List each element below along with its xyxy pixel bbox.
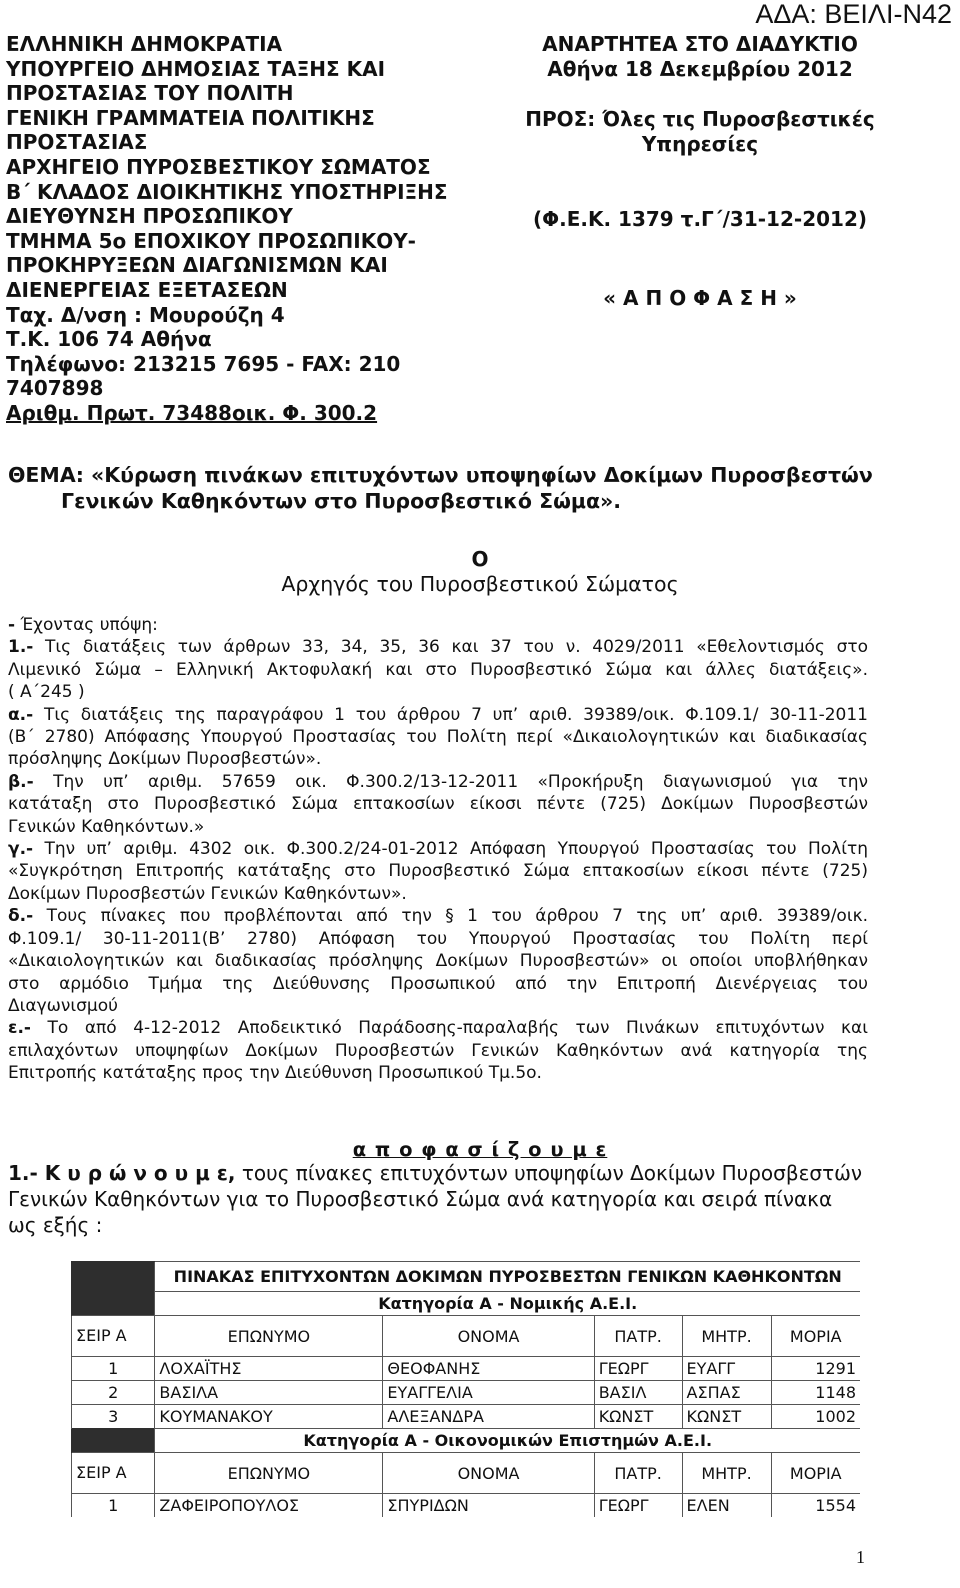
ratify-text: τους πίνακες επιτυχόντων υποψηφίων Δοκίμων Πυροσβεστών — [235, 1161, 863, 1185]
table-cell: 1291 — [771, 1357, 860, 1381]
consideration-label: β.- — [8, 771, 34, 792]
ratify-line — [8, 1160, 868, 1186]
consideration-line — [8, 928, 868, 950]
consideration-line — [8, 1062, 868, 1084]
sender-line: ΔΙΕΝΕΡΓΕΙΑΣ ΕΞΕΤΑΣΕΩΝ — [6, 277, 288, 302]
table-cell: 3 — [72, 1405, 155, 1429]
table-cell: ΕΥΑΓΓΕΛΙΑ — [383, 1381, 594, 1405]
column-header: ΟΝΟΜΑ — [383, 1453, 594, 1494]
decide-heading: α π ο φ α σ ί ζ ο υ μ ε — [352, 1138, 608, 1161]
sender-line: ΥΠΟΥΡΓΕΙΟ ΔΗΜΟΣΙΑΣ ΤΑΞΗΣ ΚΑΙ — [6, 56, 386, 81]
table-title-row — [72, 1262, 861, 1292]
ratify-line: ως εξής : — [8, 1213, 103, 1237]
sender-block — [6, 32, 448, 426]
consideration-line — [8, 1040, 868, 1062]
consideration-text: στο αρμόδιο Τμήμα της Διεύθυνσης Προσωπικού από την Επιτροπή Διενέργειας του — [8, 973, 868, 994]
consideration-text: Τις διατάξεις της παραγράφου 1 του άρθρου 7 υπ’ αριθ. 39389/οικ. Φ.109.1/ 30-11-2011 — [43, 704, 869, 725]
consideration-line — [8, 905, 868, 927]
table-cell: ΓΕΩΡΓ — [594, 1494, 682, 1518]
consideration-label: α.- — [8, 704, 34, 725]
column-header: ΣΕΙΡ Α — [72, 1316, 155, 1357]
table-cell: ΛΟΧΑΪΤΗΣ — [155, 1357, 383, 1381]
consideration-text: κατάταξη στο Πυροσβεστικό Σώμα επτακοσίων είκοσι πέντε (725) Δοκίμων Πυροσβεστών — [8, 794, 868, 815]
table-cell: 2 — [72, 1381, 155, 1405]
consideration-text: Δοκίμων Πυροσβεστών Γενικών Καθηκόντων». — [8, 883, 407, 904]
consideration-text: (Β΄ 2780) Απόφασης Υπουργού Προστασίας του Πολίτη περί «Δικαιολογητικών και διαδικασίας — [8, 727, 868, 748]
column-header: ΜΟΡΙΑ — [771, 1453, 860, 1494]
sender-line: Β΄ ΚΛΑΔΟΣ ΔΙΟΙΚΗΤΙΚΗΣ ΥΠΟΣΤΗΡΙΞΗΣ — [6, 179, 448, 204]
category-row — [72, 1429, 861, 1453]
column-header: ΟΝΟΜΑ — [383, 1316, 594, 1357]
consideration-line — [8, 816, 868, 838]
consideration-text: Γενικών Καθηκόντων.» — [8, 816, 205, 837]
consideration-text: Τις διατάξεις των άρθρων 33, 34, 35, 36 και 37 του ν. 4029/2011 «Εθελοντισμός στο — [45, 637, 869, 658]
table-row — [72, 1405, 861, 1429]
column-header: ΜΗΤΡ. — [682, 1453, 771, 1494]
document-date: Αθήνα 18 Δεκεμβρίου 2012 — [547, 57, 853, 81]
authority-article: Ο — [471, 547, 489, 571]
consideration-line — [8, 883, 868, 905]
consideration-line — [8, 973, 868, 995]
consideration-line — [8, 726, 868, 748]
column-header: ΠΑΤΡ. — [594, 1316, 682, 1357]
consideration-item — [8, 1017, 868, 1084]
sender-line: ΠΡΟΣΤΑΣΙΑΣ ΤΟΥ ΠΟΛΙΤΗ — [6, 81, 294, 106]
consideration-text: Την υπ’ αριθμ. 57659 οικ. Φ.300.2/13-12-2011 «Προκήρυξη διαγωνισμού για την — [53, 771, 868, 792]
category-name: Κατηγορία Α - Νομικής Α.Ε.Ι. — [155, 1292, 860, 1316]
table-cell: 1 — [72, 1494, 155, 1518]
consideration-line — [8, 838, 868, 860]
consideration-text: Λιμενικό Σώμα – Ελληνική Ακτοφυλακή και στο Πυροσβεστικό Σώμα και άλλες διατάξεις». — [8, 659, 868, 680]
subject-line: ΘΕΜΑ: «Κύρωση πινάκων επιτυχόντων υποψηφίων Δοκίμων Πυροσβεστών — [8, 463, 873, 487]
consideration-text: Διαγωνισμού — [8, 995, 118, 1016]
sender-line: ΠΡΟΣΤΑΣΙΑΣ — [6, 130, 148, 155]
consideration-line — [8, 995, 868, 1017]
table-cell: ΑΛΕΞΑΝΔΡΑ — [383, 1405, 594, 1429]
consideration-text: Το από 4-12-2012 Αποδεικτικό Παράδοσης-παραλαβής των Πινάκων επιτυχόντων και — [47, 1018, 868, 1039]
table-cell: ΑΣΠΑΣ — [682, 1381, 771, 1405]
consideration-text: «Δικαιολογητικών και διαδικασίας πρόσληψης Δοκίμων Πυροσβεστών» οι οποίοι υποβλήθηκαν — [8, 951, 868, 972]
posted-notice: ΑΝΑΡΤΗΤΕΑ ΣΤΟ ΔΙΑΔΥΚΤΙΟ — [542, 32, 858, 56]
table-cell: ΒΑΣΙΛΑ — [155, 1381, 383, 1405]
consideration-text: πρόσληψης Δοκίμων Πυροσβεστών». — [8, 749, 322, 770]
table-cell: 1554 — [771, 1494, 860, 1518]
table-row — [72, 1381, 861, 1405]
consideration-items — [8, 636, 868, 1084]
consideration-line — [8, 860, 868, 882]
table-cell: ΕΥΑΓΓ — [682, 1357, 771, 1381]
table-cell: ΚΟΥΜΑΝΑΚΟΥ — [155, 1405, 383, 1429]
consideration-label: ε.- — [8, 1018, 31, 1039]
column-header: ΣΕΙΡ Α — [72, 1453, 155, 1494]
considerations — [8, 614, 868, 1085]
column-header: ΕΠΩΝΥΜΟ — [155, 1453, 383, 1494]
ratify-line: Γενικών Καθηκόντων για το Πυροσβεστικό Σώμα ανά κατηγορία και σειρά πίνακα — [8, 1187, 833, 1211]
consideration-label: 1.- — [8, 637, 34, 658]
consideration-text: ( Α΄245 ) — [8, 682, 85, 703]
table-row — [72, 1494, 861, 1518]
consideration-item — [8, 771, 868, 838]
subject-line: Γενικών Καθηκόντων στο Πυροσβεστικό Σώμα». — [61, 489, 622, 513]
category-corner-cell — [72, 1292, 155, 1316]
column-header: ΕΠΩΝΥΜΟ — [155, 1316, 383, 1357]
sender-line: ΕΛΛΗΝΙΚΗ ΔΗΜΟΚΡΑΤΙΑ — [6, 32, 283, 56]
ada-code: ΑΔΑ: ΒΕΙΛΙ-Ν42 — [755, 0, 952, 29]
consideration-text: Τους πίνακες που προβλέπονται από την § 1 του άρθρου 7 της υπ’ αριθ. 39389/οικ. — [46, 906, 868, 927]
considering-label: - Έχοντας υπόψη: — [8, 615, 158, 635]
sender-line: ΠΡΟΚΗΡΥΞΕΩΝ ΔΙΑΓΩΝΙΣΜΩΝ ΚΑΙ — [6, 253, 388, 278]
consideration-item — [8, 636, 868, 703]
sender-line: 7407898 — [6, 376, 104, 401]
consideration-text: Φ.109.1/ 30-11-2011(Β’ 2780) Απόφαση του Υπουργού Προστασίας του Πολίτη περί — [8, 928, 868, 949]
consideration-line — [8, 636, 868, 658]
table-cell: ΖΑΦΕΙΡΟΠΟΥΛΟΣ — [155, 1494, 383, 1518]
fek-reference: (Φ.Ε.Κ. 1379 τ.Γ΄/31-12-2012) — [533, 207, 867, 231]
recipient-line: ΠΡΟΣ: Όλες τις Πυροσβεστικές — [525, 107, 875, 131]
consideration-line — [8, 950, 868, 972]
consideration-line — [8, 681, 868, 703]
sender-line: Τηλέφωνο: 213215 7695 - FAX: 210 — [6, 351, 401, 376]
subject — [8, 462, 873, 514]
table-cell: ΣΠΥΡΙΔΩΝ — [383, 1494, 594, 1518]
sender-line: ΑΡΧΗΓΕΙΟ ΠΥΡΟΣΒΕΣΤΙΚΟΥ ΣΩΜΑΤΟΣ — [6, 154, 431, 179]
sender-line: ΓΕΝΙΚΗ ΓΡΑΜΜΑΤΕΙΑ ΠΟΛΙΤΙΚΗΣ — [6, 105, 375, 130]
page-number: 1 — [856, 1547, 865, 1567]
consideration-line — [8, 748, 868, 770]
consideration-line — [8, 704, 868, 726]
table-title: ΠΙΝΑΚΑΣ ΕΠΙΤΥΧΟΝΤΩΝ ΔΟΚΙΜΩΝ ΠΥΡΟΣΒΕΣΤΩΝ ΓΕΝΙΚΩΝ ΚΑΘΗΚΟΝΤΩΝ — [155, 1262, 860, 1292]
ratify-label: 1.- Κ υ ρ ώ ν ο υ μ ε, — [8, 1161, 236, 1185]
table-corner-cell — [72, 1262, 155, 1292]
table-cell: ΓΕΩΡΓ — [594, 1357, 682, 1381]
table-header-row — [72, 1316, 861, 1357]
consideration-label: γ.- — [8, 839, 34, 860]
consideration-text: Επιτροπής κατάταξης προς την Διεύθυνση Προσωπικού Τμ.5ο. — [8, 1063, 542, 1084]
consideration-line — [8, 771, 868, 793]
category-corner-cell — [72, 1429, 155, 1453]
table-cell: 1002 — [771, 1405, 860, 1429]
table-cell: 1148 — [771, 1381, 860, 1405]
consideration-item — [8, 704, 868, 771]
consideration-line — [8, 1017, 868, 1039]
table-cell: ΒΑΣΙΛ — [594, 1381, 682, 1405]
consideration-line — [8, 659, 868, 681]
consideration-text: «Συγκρότηση Επιτροπής κατάταξης στο Πυροσβεστικό Σώμα επτακοσίων είκοσι πέντε (725) — [8, 861, 868, 882]
sender-line: Ταχ. Δ/νση : Μουρούζη 4 — [6, 302, 285, 327]
table-header-row — [72, 1453, 861, 1494]
protocol-number: Αριθμ. Πρωτ. 73488οικ. Φ. 300.2 — [6, 400, 378, 425]
decision-heading: « Α Π Ο Φ Α Σ Η » — [603, 286, 797, 310]
sender-line: Τ.Κ. 106 74 Αθήνα — [6, 327, 212, 352]
category-row — [72, 1292, 861, 1316]
table-row — [72, 1357, 861, 1381]
consideration-text: Την υπ’ αριθμ. 4302 οικ. Φ.300.2/24-01-2012 Απόφαση Υπουργού Προστασίας του Πολίτη — [44, 839, 868, 860]
table-cell: ΚΩΝΣΤ — [682, 1405, 771, 1429]
consideration-label: δ.- — [8, 906, 34, 927]
table-cell: ΚΩΝΣΤ — [594, 1405, 682, 1429]
column-header: ΜΗΤΡ. — [682, 1316, 771, 1357]
table-cell: ΕΛΕΝ — [682, 1494, 771, 1518]
consideration-line — [8, 793, 868, 815]
column-header: ΠΑΤΡ. — [594, 1453, 682, 1494]
consideration-item — [8, 905, 868, 1017]
authority-title: Αρχηγός του Πυροσβεστικού Σώματος — [281, 572, 679, 596]
candidates-table — [71, 1261, 860, 1517]
sender-line: ΤΜΗΜΑ 5ο ΕΠΟΧΙΚΟΥ ΠΡΟΣΩΠΙΚΟΥ- — [6, 228, 416, 253]
sender-line: ΔΙΕΥΘΥΝΣΗ ΠΡΟΣΩΠΙΚΟΥ — [6, 204, 293, 229]
consideration-text: επιλαχόντων υποψηφίων Δοκίμων Πυροσβεστών Γενικών Καθηκόντων ανά κατηγορία της — [8, 1040, 868, 1061]
category-name: Κατηγορία Α - Οικονομικών Επιστημών Α.Ε.Ι. — [155, 1429, 860, 1453]
consideration-item — [8, 838, 868, 905]
ratify-paragraph — [8, 1160, 868, 1238]
table-cell: ΘΕΟΦΑΝΗΣ — [383, 1357, 594, 1381]
table-cell: 1 — [72, 1357, 155, 1381]
column-header: ΜΟΡΙΑ — [771, 1316, 860, 1357]
recipient-line: Υπηρεσίες — [641, 132, 759, 156]
considering-text: Έχοντας υπόψη: — [20, 615, 158, 635]
